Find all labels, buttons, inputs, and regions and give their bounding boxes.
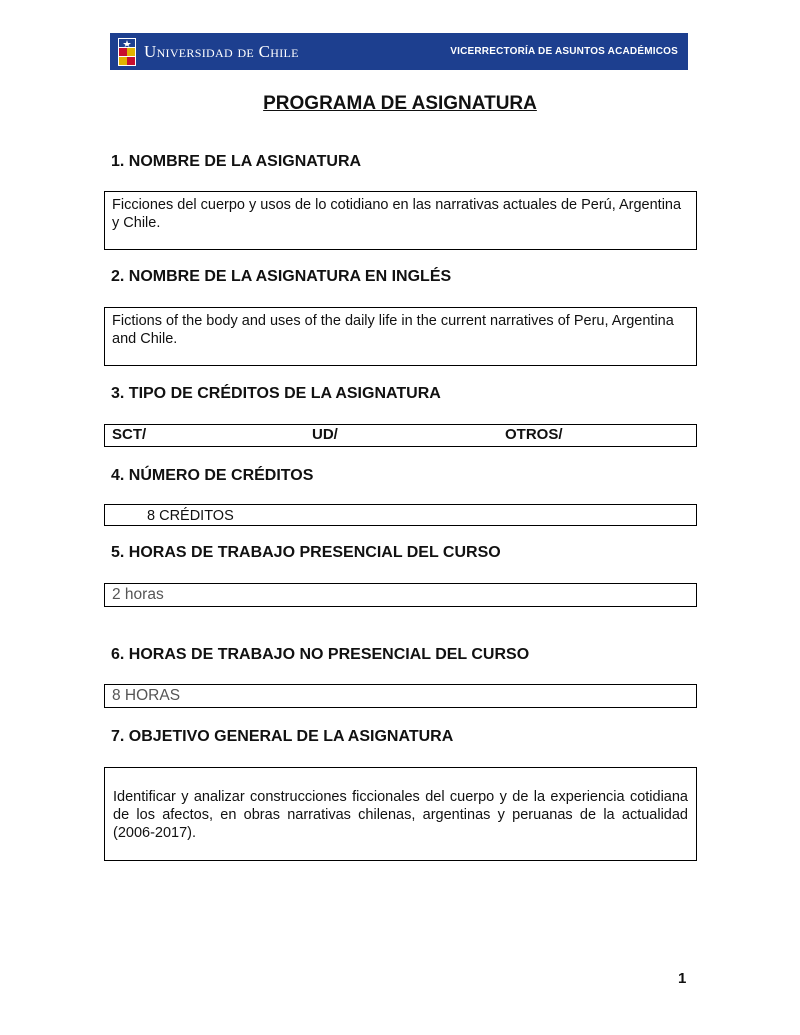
university-seal-icon [118, 38, 136, 66]
section-6-heading: 6. HORAS DE TRABAJO NO PRESENCIAL DEL CURSO [111, 646, 530, 663]
in-person-hours-box [104, 583, 697, 607]
office-name: VICERRECTORÍA DE ASUNTOS ACADÉMICOS [450, 46, 678, 57]
section-3-heading: 3. TIPO DE CRÉDITOS DE LA ASIGNATURA [111, 385, 441, 402]
section-5-heading: 5. HORAS DE TRABAJO PRESENCIAL DEL CURSO [111, 544, 501, 561]
credit-type-otros: OTROS/ [505, 426, 563, 443]
section-7-heading: 7. OBJETIVO GENERAL DE LA ASIGNATURA [111, 728, 454, 745]
document-title: PROGRAMA DE ASIGNATURA [263, 93, 537, 114]
section-4-heading: 4. NÚMERO DE CRÉDITOS [111, 467, 314, 484]
credit-number-box [104, 504, 697, 526]
section-2-heading: 2. NOMBRE DE LA ASIGNATURA EN INGLÉS [111, 268, 452, 285]
general-objective-box [104, 767, 697, 861]
general-objective-value: Identificar y analizar construcciones ficcionales del cuerpo y de la experiencia cotidiana de los afectos, en obras narrativas chilenas, argentinas y peruanas de la actualidad (2006-2017). [113, 789, 688, 841]
credit-type-ud: UD/ [312, 426, 338, 443]
in-person-hours-value: 2 horas [112, 586, 164, 603]
course-name-value: Ficciones del cuerpo y usos de lo cotidiano en las narrativas actuales de Perú, Argentina y Chile. [112, 197, 682, 231]
header-banner [110, 33, 688, 70]
course-name-english-value: Fictions of the body and uses of the daily life in the current narratives of Peru, Argentina and Chile. [112, 313, 674, 347]
credit-type-sct: SCT/ [112, 426, 147, 443]
university-name: Universidad de Chile [144, 41, 299, 61]
credit-type-box [104, 424, 697, 447]
course-name-english-box [104, 307, 697, 366]
remote-hours-box [104, 684, 697, 708]
page-number: 1 [678, 970, 687, 987]
remote-hours-value: 8 HORAS [112, 687, 181, 704]
section-1-heading: 1. NOMBRE DE LA ASIGNATURA [111, 153, 362, 170]
course-name-box [104, 191, 697, 250]
credit-number-value: 8 CRÉDITOS [147, 508, 234, 524]
